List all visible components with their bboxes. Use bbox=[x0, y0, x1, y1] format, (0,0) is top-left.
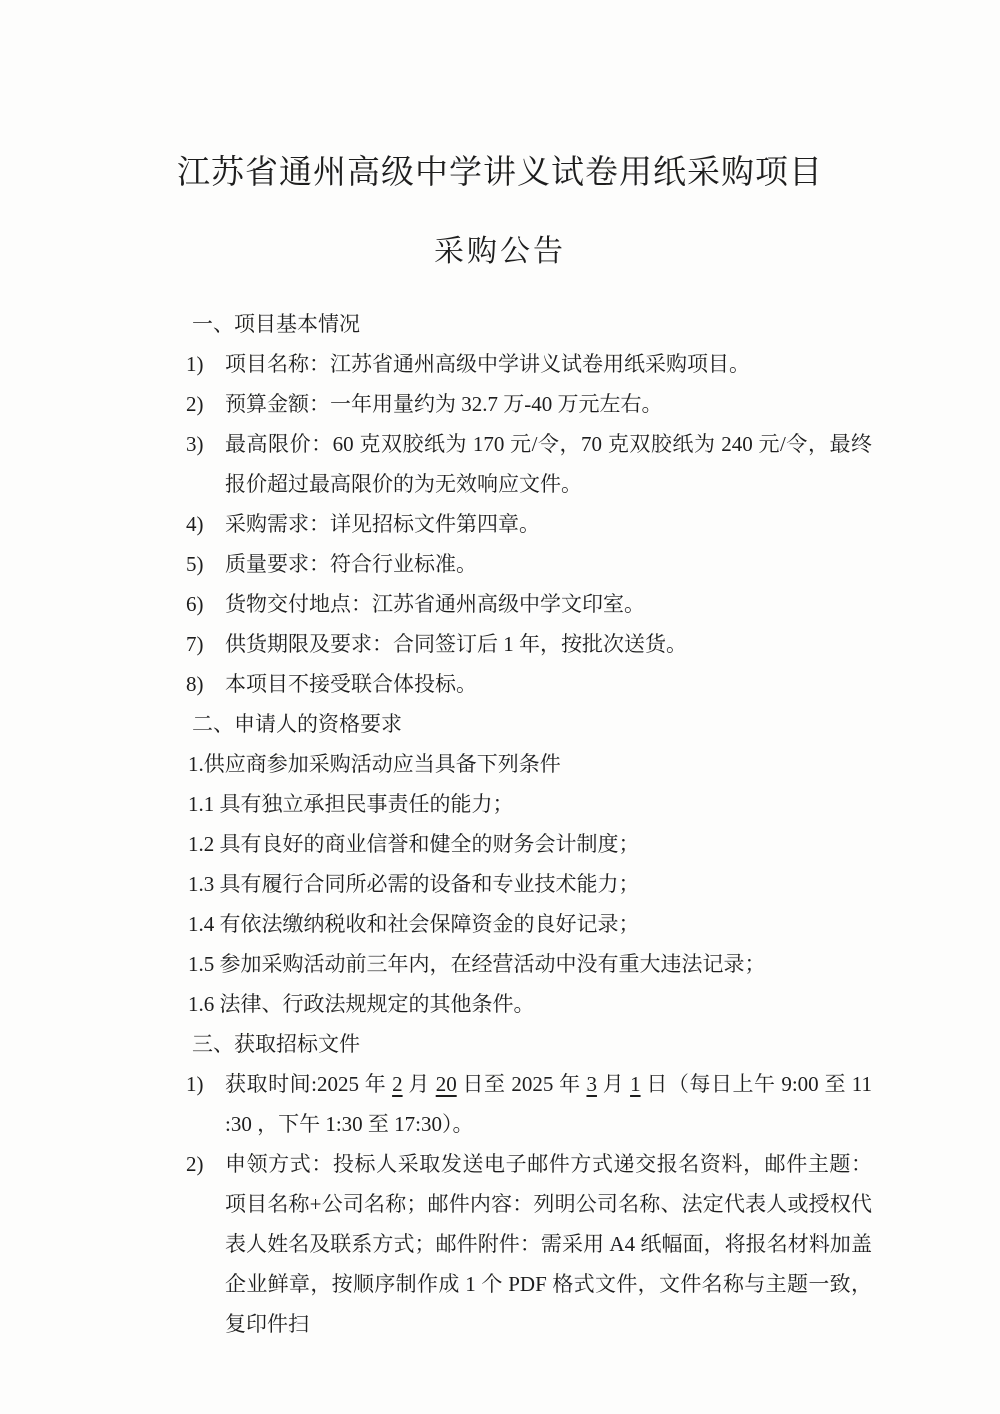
underlined-day: 20 bbox=[435, 1072, 457, 1096]
section-qualifications bbox=[186, 704, 872, 1024]
list-item bbox=[186, 664, 872, 704]
date-text-part: 月 bbox=[402, 1072, 436, 1096]
list-item bbox=[186, 1144, 872, 1344]
item-text: 本项目不接受联合体投标。 bbox=[225, 672, 477, 696]
underlined-day: 1 bbox=[630, 1072, 641, 1096]
item-text: 预算金额：一年用量约为 32.7 万-40 万元左右。 bbox=[225, 392, 663, 416]
paragraph: 1.6 法律、行政法规规定的其他条件。 bbox=[188, 992, 535, 1016]
item-number: 6) bbox=[186, 592, 204, 616]
date-text-part: 月 bbox=[596, 1072, 631, 1096]
list-item bbox=[186, 624, 872, 664]
item-number: 7) bbox=[186, 632, 204, 656]
paragraph: 1.1 具有独立承担民事责任的能力； bbox=[188, 792, 514, 816]
item-number: 3) bbox=[186, 432, 204, 456]
section-obtain-documents bbox=[186, 1024, 872, 1344]
document-subtitle: 采购公告 bbox=[434, 235, 566, 268]
paragraph: 1.4 有依法缴纳税收和社会保障资金的良好记录； bbox=[188, 912, 640, 936]
document-body bbox=[186, 304, 872, 1344]
item-text: 货物交付地点：江苏省通州高级中学文印室。 bbox=[225, 592, 645, 616]
underlined-month: 3 bbox=[586, 1072, 597, 1096]
paragraph: 1.3 具有履行合同所必需的设备和专业技术能力； bbox=[188, 872, 640, 896]
list-item bbox=[186, 424, 872, 504]
list-item bbox=[186, 504, 872, 544]
paragraph: 1.5 参加采购活动前三年内，在经营活动中没有重大违法记录； bbox=[188, 952, 766, 976]
date-text-part: 日至 2025 年 bbox=[456, 1072, 587, 1096]
item-number: 1) bbox=[186, 1072, 204, 1096]
list-item bbox=[186, 544, 872, 584]
list-item bbox=[186, 344, 872, 384]
paragraph: 1.供应商参加采购活动应当具备下列条件 bbox=[188, 752, 561, 776]
item-text: 供货期限及要求：合同签订后 1 年，按批次送货。 bbox=[225, 632, 687, 656]
document-title: 江苏省通州高级中学讲义试卷用纸采购项目 bbox=[177, 155, 823, 191]
section-basic-info bbox=[186, 304, 872, 704]
item-text: 最高限价：60 克双胶纸为 170 元/令，70 克双胶纸为 240 元/令，最终报价超过最高限价的为无效响应文件。 bbox=[225, 432, 872, 496]
item-number: 1) bbox=[186, 352, 204, 376]
section-heading: 一、项目基本情况 bbox=[192, 312, 360, 336]
paragraph: 1.2 具有良好的商业信誉和健全的财务会计制度； bbox=[188, 832, 640, 856]
date-text-part: 获取时间:2025 年 bbox=[225, 1072, 393, 1096]
item-text: 采购需求：详见招标文件第四章。 bbox=[225, 512, 540, 536]
item-number: 5) bbox=[186, 552, 204, 576]
list-item bbox=[186, 384, 872, 424]
item-text: 质量要求：符合行业标准。 bbox=[225, 552, 477, 576]
date-text-part: 日（每日上午 9:00 至 11 :30 ，下午 1:30 至 17:30）。 bbox=[225, 1072, 873, 1136]
underlined-month: 2 bbox=[392, 1072, 403, 1096]
section-heading: 二、申请人的资格要求 bbox=[192, 712, 402, 736]
item-number: 8) bbox=[186, 672, 204, 696]
item-number: 2) bbox=[186, 392, 204, 416]
item-number: 2) bbox=[186, 1152, 204, 1176]
document-header bbox=[0, 0, 1000, 274]
section-heading: 三、获取招标文件 bbox=[192, 1032, 360, 1056]
list-item bbox=[186, 584, 872, 624]
item-text bbox=[225, 1072, 872, 1136]
list-item bbox=[186, 1064, 872, 1144]
item-text: 申领方式：投标人采取发送电子邮件方式递交报名资料，邮件主题：项目名称+公司名称；邮件内容：列明公司名称、法定代表人或授权代表人姓名及联系方式；邮件附件：需采用 A4 纸幅面，将报名材料加盖企业鲜章，按顺序制作成 1 个 PDF 格式文件，文件名称与主题一致，复印件扫 bbox=[225, 1152, 872, 1336]
item-number: 4) bbox=[186, 512, 204, 536]
item-text: 项目名称：江苏省通州高级中学讲义试卷用纸采购项目。 bbox=[225, 352, 750, 376]
